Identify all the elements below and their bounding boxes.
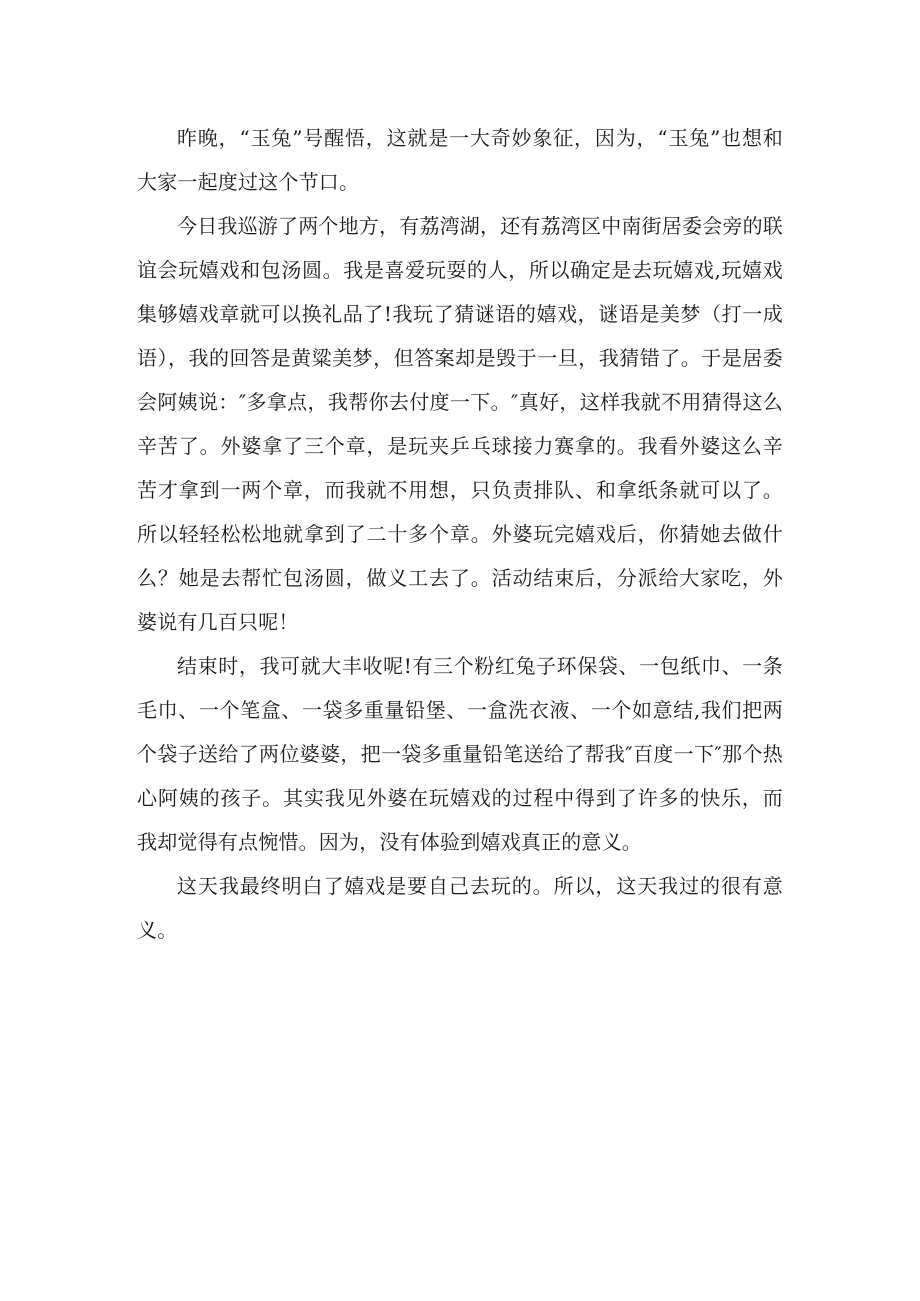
paragraph-3: 结束时，我可就大丰收呢!有三个粉红兔子环保袋、一包纸巾、一条毛巾、一个笔盒、一袋多重量铅堡、一盒洗衣液、一个如意结,我们把两个袋子送给了两位婆婆，把一袋多重量铅笔送给了帮我″百度一下″那个热心阿姨的孩子。其实我见外婆在玩嬉戏的过程中得到了许多的快乐，而我却觉得有点惋惜。因为，没有体验到嬉戏真正的意义。	[137, 654, 783, 854]
paragraph-4: 这天我最终明白了嬉戏是要自己去玩的。所以，这天我过的很有意义。	[137, 874, 783, 942]
document-body	[137, 116, 783, 952]
paragraph-2: 今日我巡游了两个地方，有荔湾湖，还有荔湾区中南街居委会旁的联谊会玩嬉戏和包汤圆。我是喜爱玩耍的人，所以确定是去玩嬉戏,玩嬉戏集够嬉戏章就可以换礼品了!我玩了猜谜语的嬉戏，谜语是美梦（打一成语），我的回答是黄粱美梦，但答案却是毁于一旦，我猜错了。于是居委会阿姨说：″多拿点，我帮你去付度一下。″真好，这样我就不用猜得这么辛苦了。外婆拿了三个章，是玩夹乒乓球接力赛拿的。我看外婆这么辛苦才拿到一两个章，而我就不用想，只负责排队、和拿纸条就可以了。所以轻轻松松地就拿到了二十多个章。外婆玩完嬉戏后，你猜她去做什么？她是去帮忙包汤圆，做义工去了。活动结束后，分派给大家吃，外婆说有几百只呢！	[137, 214, 783, 634]
paragraph-1: 昨晚，“玉兔”号醒悟，这就是一大奇妙象征，因为，“玉兔”也想和大家一起度过这个节口。	[137, 126, 783, 194]
